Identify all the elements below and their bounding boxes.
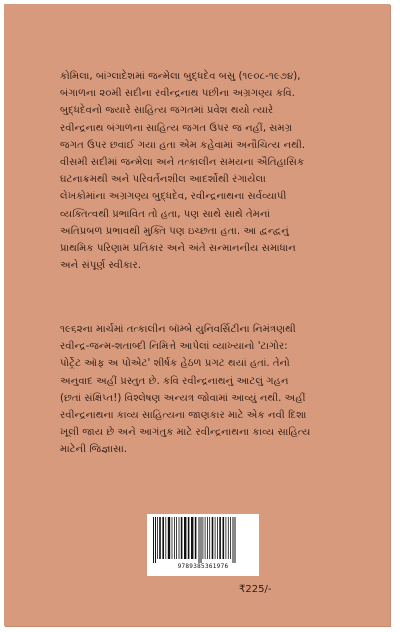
barcode-bar bbox=[235, 517, 236, 563]
barcode-bar bbox=[199, 517, 200, 563]
barcode-bar bbox=[228, 517, 229, 559]
barcode-bars bbox=[151, 517, 255, 563]
barcode-bar bbox=[223, 517, 225, 559]
barcode-bar bbox=[181, 517, 183, 559]
barcode-bar bbox=[203, 517, 204, 559]
isbn-number: 9789385361976 bbox=[177, 563, 229, 570]
barcode-bar bbox=[179, 517, 180, 559]
barcode-bar bbox=[174, 517, 175, 559]
barcode-bar bbox=[217, 517, 218, 559]
barcode-bar bbox=[233, 517, 234, 563]
barcode-bar bbox=[184, 517, 186, 559]
barcode-bar bbox=[212, 517, 214, 559]
barcode-bar bbox=[209, 517, 210, 559]
barcode-bar bbox=[162, 517, 164, 559]
barcode-bar bbox=[176, 517, 177, 559]
barcode-bar bbox=[153, 517, 154, 563]
barcode-bar bbox=[155, 517, 156, 563]
barcode-bar bbox=[195, 517, 197, 559]
barcode-bar bbox=[188, 517, 190, 559]
barcode-bar bbox=[219, 517, 221, 559]
barcode-bar bbox=[168, 517, 170, 559]
barcode-bar bbox=[172, 517, 173, 559]
barcode-bar bbox=[230, 517, 231, 559]
back-cover bbox=[4, 4, 390, 626]
barcode-bar bbox=[157, 517, 158, 559]
blurb-paragraph-1: કોમિલા, બાંગ્લાદેશમાં જન્મેલા બુદ્ધદેવ બસુ (૧૯૦૮-૧૯૭૪), બંગાળના ૨૦મી સદીના રવીન્દ્રનાથ પછીના અગ્રગણ્ય કવિ. બુદ્ધદેવનો જ્યારે સાહિત્ય જગતમાં પ્રવેશ થયો ત્યારે રવીન્દ્રનાથ બંગાળના સાહિત્ય જગત ઉપર જ નહીં, સમગ્ર જગત ઉપર છવાઈ ગયા હતા એમ કહેવામાં અનૌચિત્ય નથી. વીસમી સદીમાં જન્મેલા અને તત્કાલીન સમયના ઐતિહાસિક ઘટનાક્રમથી અને પરિવર્તનશીલ આદર્શોથી રંગાયેલા લેખકોમાંના અગ્રગણ્ય બુદ્ધદેવ, રવીન્દ્રનાથના સર્વવ્યાપી વ્યક્તિત્વથી પ્રભાવિત તો હતા, પણ સાથે સાથે તેમનાં અતિપ્રબળ પ્રભાવથી મુક્તિ પણ ઇચ્છતા હતા. આ દ્વન્દ્વનું પ્રાથમિક પરિણામ પ્રતિકાર અને અંતે સન્માનનીય સમાધાન અને સંપૂર્ણ સ્વીકાર. bbox=[60, 71, 306, 272]
barcode-bar bbox=[191, 517, 193, 559]
barcode-bar bbox=[205, 517, 206, 559]
price-label: ₹225/- bbox=[239, 584, 272, 595]
barcode bbox=[147, 514, 259, 576]
blurb-paragraph-2: ૧૯૬૨ના માર્ચમાં તત્કાલીન બૉમ્બે યુનિવર્સિટીના નિમંત્રણથી રવીન્દ્ર-જન્મ-શતાબ્દી નિમિત્તે આપેલાં વ્યાખ્યાનો 'ટાગોર: પોર્ટ્રેટ ઑફ અ પોએટ' શીર્ષક હેઠળ પ્રગટ થયાં હતાં. તેનો અનુવાદ અહીં પ્રસ્તુત છે. કવિ રવીન્દ્રનાથનું આટલું ગહન (છતાં સંક્ષિપ્ત!) વિશ્લેષણ અન્યત્ર જોવામાં આવ્યું નથી. અહીં રવીન્દ્રનાથના કાવ્ય સાહિત્યના જાણકાર માટે એક નવી દિશા ખૂલી જાય છે અને આગંતુક માટે રવીન્દ્રનાથના કાવ્ય સાહિત્ય માટેની જિજ્ઞાસા. bbox=[60, 324, 311, 456]
barcode-bar bbox=[165, 517, 166, 559]
barcode-bar bbox=[207, 517, 208, 559]
barcode-bar bbox=[226, 517, 227, 559]
barcode-bar bbox=[159, 517, 161, 559]
barcode-bar bbox=[201, 517, 202, 563]
barcode-bar bbox=[215, 517, 216, 559]
